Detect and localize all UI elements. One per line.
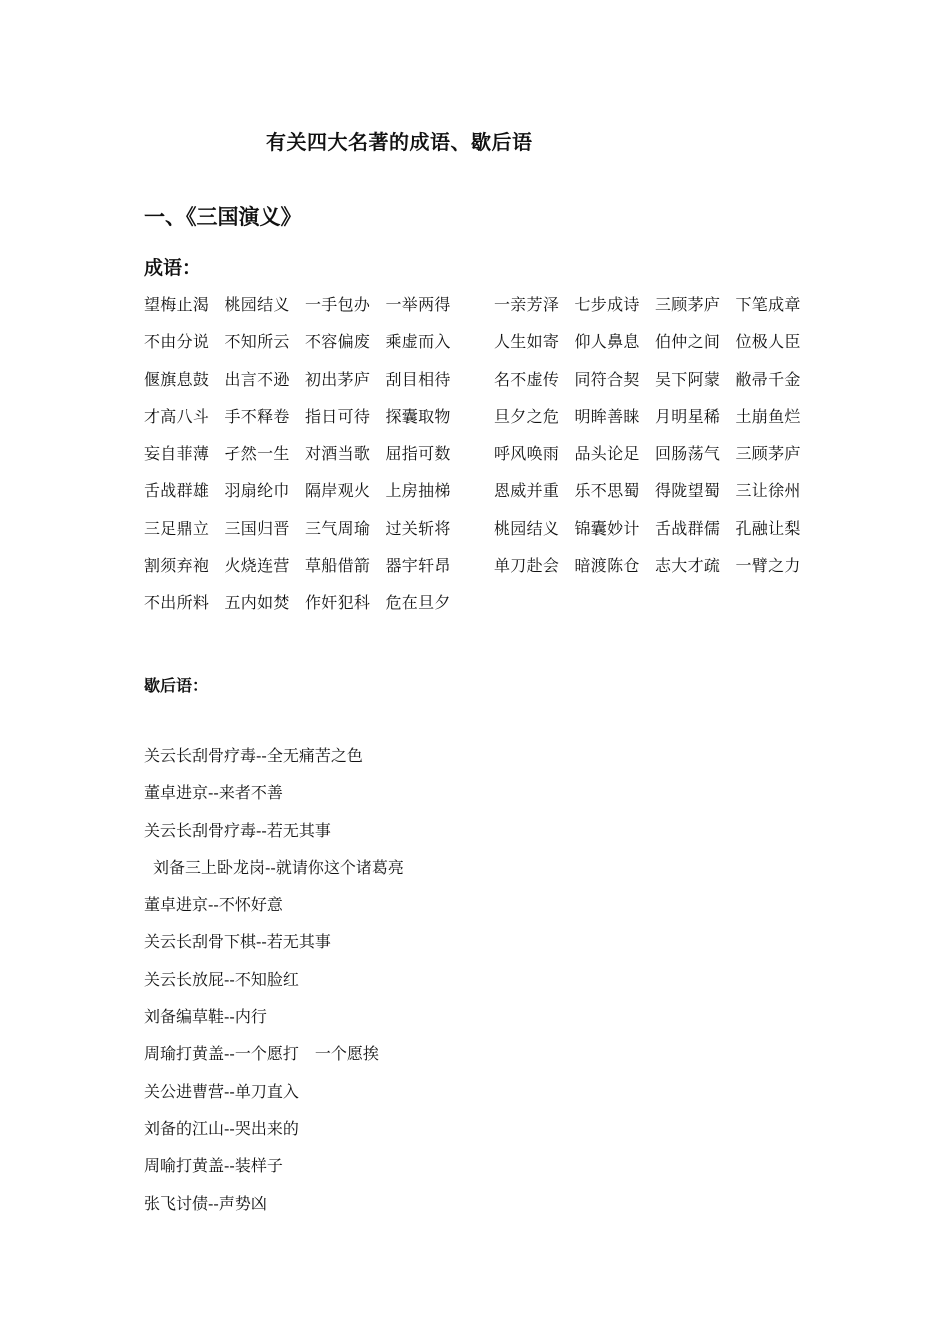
xiehouyu-item: 张飞讨债--声势凶 — [144, 1193, 267, 1213]
idiom-cell: 旦夕之危 — [494, 406, 560, 426]
idiom-cell: 屈指可数 — [385, 444, 451, 464]
idiom-cell: 出言不逊 — [224, 369, 290, 389]
xiehouyu-list — [144, 743, 404, 1228]
idiom-cell: 三顾茅庐 — [735, 444, 801, 464]
xiehouyu-item: 周喻打黄盖--装样子 — [144, 1156, 283, 1176]
xiehouyu-item: 董卓进京--来者不善 — [144, 783, 283, 803]
idiom-cell: 月明星稀 — [655, 406, 721, 426]
idiom-cell: 一臂之力 — [735, 556, 801, 576]
idiom-row — [144, 367, 824, 404]
idiom-cell: 不容偏废 — [305, 332, 371, 352]
idioms-label: 成语： — [144, 257, 202, 279]
idiom-cell: 三让徐州 — [735, 481, 801, 501]
idiom-cell: 危在旦夕 — [385, 593, 451, 613]
idiom-row — [144, 516, 824, 553]
idiom-cell: 七步成诗 — [574, 295, 640, 314]
idiom-cell: 呼风唤雨 — [494, 444, 560, 464]
idiom-cell: 孑然一生 — [224, 444, 290, 464]
idiom-cell: 明眸善睐 — [574, 406, 640, 426]
section-heading: 一、《三国演义》 — [144, 204, 302, 229]
idiom-row — [144, 329, 824, 366]
xiehouyu-item: 刘备的江山--哭出来的 — [144, 1118, 299, 1138]
idiom-row — [144, 441, 824, 478]
idiom-cell: 割须弃袍 — [144, 556, 210, 576]
idiom-cell: 隔岸观火 — [305, 481, 371, 501]
idiom-cell: 仰人鼻息 — [574, 332, 640, 352]
idiom-cell: 器宇轩昂 — [385, 556, 451, 576]
xiehouyu-item: 周瑜打黄盖--一个愿打 一个愿挨 — [144, 1044, 379, 1064]
idiom-cell: 下笔成章 — [735, 295, 801, 314]
xiehouyu-item: 关云长放屁--不知脸红 — [144, 969, 299, 989]
idiom-cell: 志大才疏 — [655, 556, 721, 576]
idiom-cell: 不出所料 — [144, 593, 210, 613]
idiom-row — [144, 590, 824, 627]
idiom-cell: 三气周瑜 — [305, 518, 371, 538]
xiehouyu-item: 关云长刮骨疗毒--若无其事 — [144, 820, 331, 840]
xiehouyu-item: 关公进曹营--单刀直入 — [144, 1081, 299, 1101]
idiom-cell: 火烧连营 — [224, 556, 290, 576]
idiom-cell: 作奸犯科 — [305, 593, 371, 613]
idiom-row — [144, 478, 824, 515]
idiom-cell: 上房抽梯 — [385, 481, 451, 501]
idiom-cell: 孔融让梨 — [735, 518, 801, 538]
xiehouyu-item: 董卓进京--不怀好意 — [144, 895, 283, 915]
xiehouyu-item: 关云长刮骨下棋--若无其事 — [144, 932, 331, 952]
xiehouyu-item: 关云长刮骨疗毒--全无痛苦之色 — [144, 746, 363, 765]
idiom-cell: 偃旗息鼓 — [144, 369, 210, 389]
idiom-row — [144, 292, 824, 329]
idiom-cell: 舌战群儒 — [655, 518, 721, 538]
idiom-cell: 妄自菲薄 — [144, 444, 210, 464]
idiom-cell: 乘虚而入 — [385, 332, 451, 352]
idiom-cell: 探囊取物 — [385, 406, 451, 426]
idiom-cell: 三足鼎立 — [144, 518, 210, 538]
idiom-cell: 望梅止渴 — [144, 295, 210, 314]
idiom-cell: 敝帚千金 — [735, 369, 801, 389]
idiom-row — [144, 404, 824, 441]
idiom-cell: 得陇望蜀 — [655, 481, 721, 501]
idiom-cell: 不知所云 — [224, 332, 290, 352]
idiom-cell: 过关斩将 — [385, 518, 451, 538]
idiom-cell: 回肠荡气 — [655, 444, 721, 464]
idiom-cell: 位极人臣 — [735, 332, 801, 352]
idiom-cell: 暗渡陈仓 — [574, 556, 640, 576]
idiom-cell: 桃园结义 — [494, 518, 560, 538]
idiom-cell: 吴下阿蒙 — [655, 369, 721, 389]
idiom-cell: 指日可待 — [305, 406, 371, 426]
idiom-cell: 乐不思蜀 — [574, 481, 640, 501]
idiom-cell: 一举两得 — [385, 295, 451, 314]
idiom-cell: 品头论足 — [574, 444, 640, 464]
idiom-cell: 单刀赴会 — [494, 556, 560, 576]
idiom-cell: 手不释卷 — [224, 406, 290, 426]
idiom-cell: 三顾茅庐 — [655, 295, 721, 314]
idiom-cell: 不由分说 — [144, 332, 210, 352]
idiom-cell: 才高八斗 — [144, 406, 210, 426]
idiom-cell: 桃园结义 — [224, 295, 290, 314]
idiom-table — [144, 292, 824, 628]
idiom-cell: 羽扇纶巾 — [224, 481, 290, 501]
xiehouyu-item: 刘备编草鞋--内行 — [144, 1007, 267, 1027]
idiom-cell: 对酒当歌 — [305, 444, 371, 464]
idiom-cell: 初出茅庐 — [305, 369, 371, 389]
idiom-cell: 名不虚传 — [494, 369, 560, 389]
idiom-cell: 同符合契 — [574, 369, 640, 389]
document-title: 有关四大名著的成语、歇后语 — [266, 130, 533, 154]
idiom-cell: 五内如焚 — [224, 593, 290, 613]
idiom-cell: 锦囊妙计 — [574, 518, 640, 538]
xiehouyu-label: 歇后语： — [144, 676, 209, 695]
idiom-cell: 草船借箭 — [305, 556, 371, 576]
idiom-cell: 土崩鱼烂 — [735, 406, 801, 426]
xiehouyu-item: 刘备三上卧龙岗--就请你这个诸葛亮 — [153, 857, 404, 877]
idiom-cell: 舌战群雄 — [144, 481, 210, 501]
idiom-cell: 一亲芳泽 — [494, 295, 560, 314]
idiom-cell: 刮目相待 — [385, 369, 451, 389]
idiom-cell: 伯仲之间 — [655, 332, 721, 352]
idiom-cell: 人生如寄 — [494, 332, 560, 352]
idiom-row — [144, 553, 824, 590]
idiom-cell: 恩威并重 — [494, 481, 560, 501]
idiom-cell: 一手包办 — [305, 295, 371, 314]
idiom-cell: 三国归晋 — [224, 518, 290, 538]
